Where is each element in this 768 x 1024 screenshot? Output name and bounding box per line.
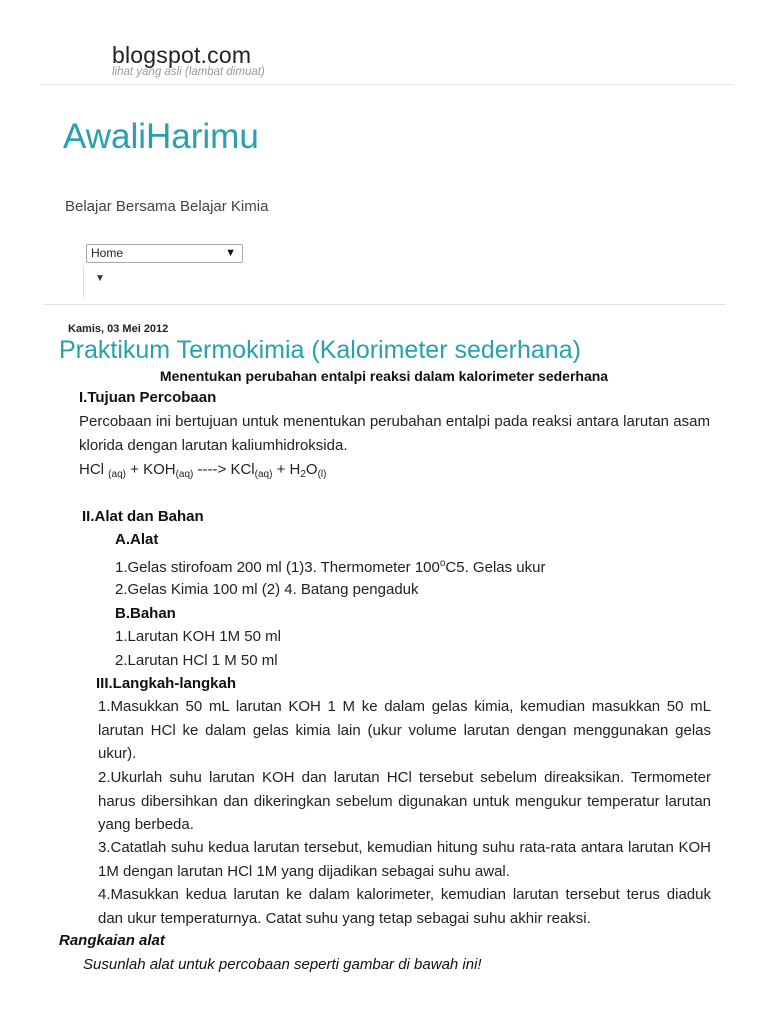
rangkaian-heading: Rangkaian alat: [59, 932, 165, 949]
step-1: 1.Masukkan 50 mL larutan KOH 1 M ke dalam gelas kimia, kemudian masukkan 50 mL larutan HCl ke dalam gelas kimia lain (ukur volume larutan dengan menggunakan gelas ukur).: [98, 698, 711, 762]
nav-dropdown-value: Home: [91, 246, 124, 260]
top-bar: [0, 0, 768, 84]
bahan-item-1: 1.Larutan KOH 1M 50 ml: [115, 628, 281, 645]
reaction-equation: HCl $_{(aq)} + KOH_{(aq)}$ ----> $KCl_{(aq)} + H_2O_{(l)}$: [79, 461, 327, 480]
bahan-heading: B.Bahan: [115, 605, 176, 622]
alat-heading: A.Alat: [115, 531, 159, 548]
alat-item-2: 2.Gelas Kimia 100 ml (2) 4. Batang pengaduk: [115, 581, 419, 598]
nav-dropdown[interactable]: [86, 244, 243, 263]
section-2-heading: II.Alat dan Bahan: [82, 508, 204, 525]
post-date: Kamis, 03 Mei 2012: [68, 323, 169, 335]
triangle-down-icon: ▼: [225, 247, 236, 259]
nav-divider: [44, 304, 726, 305]
rangkaian-text: Susunlah alat untuk percobaan seperti gambar di bawah ini!: [83, 956, 482, 973]
submenu-triangle-down-icon[interactable]: ▼: [95, 273, 105, 284]
blog-title[interactable]: AwaliHarimu: [63, 117, 259, 156]
section-1-text: Percobaan ini bertujuan untuk menentukan perubahan entalpi pada reaksi antara larutan asam klorida dengan larutan kaliumhidroksida.: [79, 413, 710, 454]
section-1-heading: I.Tujuan Percobaan: [79, 389, 217, 406]
post-title[interactable]: Praktikum Termokimia (Kalorimeter sederhana): [59, 336, 581, 364]
blog-description: Belajar Bersama Belajar Kimia: [65, 198, 269, 215]
nav-sub-container: [83, 266, 85, 298]
step-2: 2.Ukurlah suhu larutan KOH dan larutan HCl tersebut sebelum direaksikan. Termometer harus dibersihkan dan dikeringkan sebelum digunakan untuk mengukur temperatur larutan yang berbeda.: [98, 769, 711, 833]
view-original-link[interactable]: lihat yang asli (lambat dimuat): [112, 66, 265, 78]
step-4: 4.Masukkan kedua larutan ke dalam kalorimeter, kemudian larutan tersebut terus diaduk dan ukur temperaturnya. Catat suhu yang tetap sebagai suhu akhir reaksi.: [98, 886, 711, 927]
step-3: 3.Catatlah suhu kedua larutan tersebut, kemudian hitung suhu rata-rata antara larutan KOH 1M dengan larutan HCl 1M yang dijadikan sebagai suhu awal.: [98, 839, 711, 880]
header-divider: [40, 84, 732, 85]
bahan-item-2: 2.Larutan HCl 1 M 50 ml: [115, 652, 278, 669]
section-3-heading: III.Langkah-langkah: [96, 675, 237, 692]
post-subtitle: Menentukan perubahan entalpi reaksi dalam kalorimeter sederhana: [159, 368, 609, 384]
alat-item-1: 1.Gelas stirofoam 200 ml (1)3. Thermometer 100$^o$C5. Gelas ukur: [115, 558, 546, 576]
blogspot-brand-link[interactable]: blogspot.com: [112, 42, 252, 68]
